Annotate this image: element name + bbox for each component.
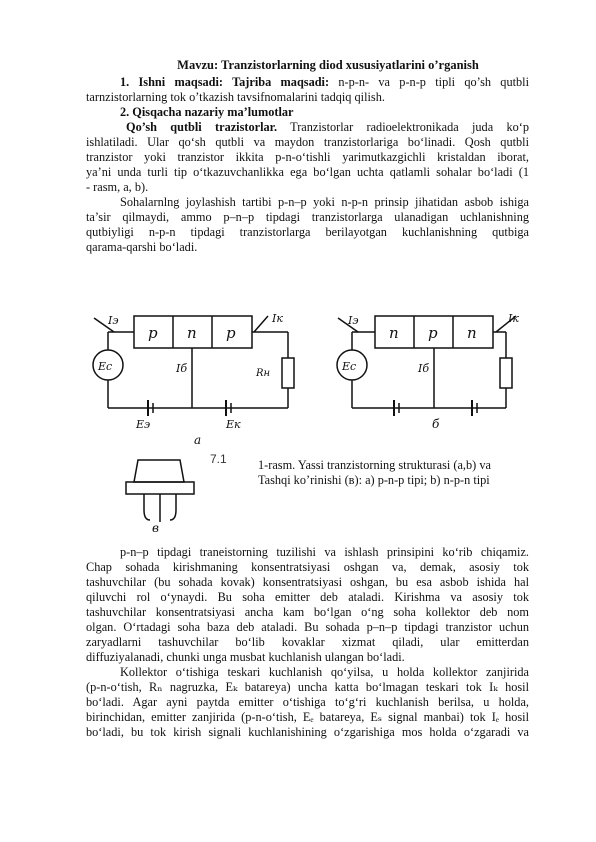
transistor-figure [86, 310, 529, 536]
goal-line [86, 75, 529, 90]
diagram-b [337, 312, 519, 431]
ec-a: Ec [98, 360, 113, 373]
layer-a-1: p [148, 324, 158, 342]
layer-b-1: n [389, 324, 399, 342]
sub-b: б [432, 417, 440, 431]
section-heading: 2. Qisqacha nazariy ma’lumotlar [120, 105, 294, 119]
diagram-a [93, 312, 294, 447]
load-resistor-a [282, 358, 294, 388]
para3-line-8: diffuziyalanadi, chunki unga musbat kuchlanish ulangan bo‘ladi. [86, 650, 405, 664]
goal-text: n-p-n- va p-n-p tipli qo’sh qutbli [329, 75, 530, 89]
para1-line-5: - rasm, a, b). [86, 180, 149, 194]
para2-line-1: Sohalarnlng joylashish tartibi p-n–p yoki n-p-n prinsip jihatidan asbob ishiga [120, 195, 529, 209]
para1-line-4: ya’ni unda turli tip o‘tkazuvchanlikka ega bo‘lgan uchta qatlamli sohalar bo‘ladi (1 [86, 165, 529, 179]
para3-line-7: zaryadlarni tashuvchilar bo‘lib kovaklar xizmat qiladi, ular emitterdan [86, 635, 529, 649]
figure-number: 7.1 [210, 452, 227, 466]
para4-line-2: (p-n-o‘tish, Rₙ nagruzka, Eₖ batareya) uncha katta bo‘lmagan teskari tok Iₖ hosil [86, 680, 529, 694]
para2-line-4: qarama-qarshi bo‘ladi. [86, 240, 198, 254]
ie-b: Iэ [348, 314, 359, 327]
para1-text: Tranzistorlar radioelektronikada juda ko‘p [277, 120, 529, 134]
figure-caption-2: Tashqi ko’rinishi (в): a) p-n-p tipi; b) n-p-n tipi [258, 473, 490, 487]
para3-line-5: tashuvchilar konsentratsiyasi ancha kam bo‘lgan o‘ng soha kollektor deb nom [86, 605, 529, 619]
para3-line-2: Chap sohada kirishmaning konsentratsiyasi oshgan va, demak, asosiy tok [86, 560, 529, 574]
layer-a-3: p [226, 324, 236, 342]
layer-b-3: n [467, 324, 477, 342]
sub-a: a [194, 433, 202, 447]
ek-a: Eк [226, 418, 241, 431]
ib-a: Iб [176, 362, 188, 375]
para2-line-3: qutbiyligi n-p-n tipdagi tranzistorlarga berilayotgan kuchlanishning qutbiga [86, 225, 529, 239]
para3-line-3: tashuvchilar (bu sohada kovak) konsentratsiyasi oshgan, bu esa asbob ishida hal [86, 575, 529, 589]
page-title: Mavzu: Tranzistorlarning diod xususiyatlarini o’rganish [177, 58, 479, 72]
para4-line-3: bo‘ladi. Agar ayni paytda emitter o‘tishiga to‘g‘ri kuchlanish berilsa, u holda, [86, 695, 529, 709]
ik-a: Iк [272, 312, 283, 325]
para2-line-2: ta’sir qilmaydi, ammo p–n–p tipdagi tranzistorlarga ulanadigan uchlanishning [86, 210, 529, 224]
para1-line-2: ishlatiladi. Ular qo‘sh qutbli va maydon tranzistorlariga bo‘linadi. Qosh qutbli [86, 135, 529, 149]
figure-caption-1: 1-rasm. Yassi tranzistorning strukturasi (a,b) va [258, 458, 491, 472]
para3-line-1: p-n–p tipdagi traneistorning tuzilishi va ishlash prinsipini ko‘rib chiqamiz. [120, 545, 529, 559]
para4-line-4: birinchidan, emitter zanjirida (p-n-o‘tish, Eₑ batareya, Eₛ signal manbai) tok Iₑ hosil [86, 710, 529, 724]
goal-label: 1. Ishni maqsadi: Tajriba maqsadi: [120, 75, 330, 89]
para3-line-6: olgan. O‘rtadagi soha baza deb ataladi. Bu sohada p–n–p tipdagi tranzistor uchun [86, 620, 529, 634]
goal-line-2: tarnzistorlarning tok o’tkazish tavsifnomalarini tadqiq qilish. [86, 90, 385, 104]
para4-line-5: bo‘ladi, bu tok kirish signali kuchlanishining o‘zgarishiga mos holda o‘zgaradi va [86, 725, 529, 739]
layer-b-2: p [428, 324, 438, 342]
load-resistor-b [500, 358, 512, 388]
ie-a: Iэ [108, 314, 119, 327]
ee-a: Eэ [136, 418, 151, 431]
sub-c: в [152, 521, 159, 535]
para3-line-4: qiluvchi rol o‘ynaydi. Bu soha emitter deb ataladi. Kirishma va asosiy tok [86, 590, 529, 604]
ec-b: Ec [342, 360, 357, 373]
transistor-package [126, 460, 194, 535]
para4-line-1: Kollektor o‘tishiga teskari kuchlanish qo‘yilsa, u holda kollektor zanjirida [120, 665, 529, 679]
ib-b: Iб [418, 362, 430, 375]
ik-b: Iк [508, 312, 519, 325]
layer-a-2: n [187, 324, 197, 342]
rn-a: Rн [256, 368, 271, 379]
para1-lead: Qo’sh qutbli trazistorlar. [126, 120, 278, 134]
para1-line-3: tranzistor yoki tranzistor ikkita p-n-o‘tishli yarimutkazgichli kristaldan iborat, [86, 150, 529, 164]
para1-line-1 [86, 120, 529, 135]
